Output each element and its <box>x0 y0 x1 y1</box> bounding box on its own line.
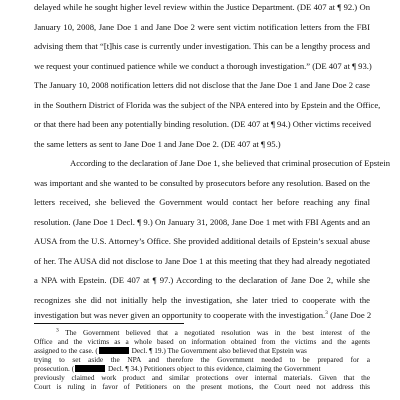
footnote-text: assigned to the case. ( <box>34 346 98 355</box>
body-line: letters received, she believed the Government would contact her before reaching any final <box>34 197 370 207</box>
body-line: resolution. (Jane Doe 1 Decl. ¶ 9.) On January 31, 2008, Jane Doe 1 met with FBI Agents and an <box>34 216 370 227</box>
body-line: the same letters as sent to Jane Doe 1 and Jane Doe 2. (DE 407 at ¶ 95.) <box>34 138 281 149</box>
body-line: a NPA with Epstein. (DE 407 at ¶ 97.) According to the declaration of Jane Doe 2, while she <box>34 275 370 285</box>
body-line: or that there had been any potentially binding resolution. (DE 407 at ¶ 94.) Other victims received <box>34 119 372 129</box>
body-line: in the Southern District of Florida was the subject of the NPA entered into by Epstein and the Office, <box>34 99 381 110</box>
body-line: advising them that “[t]his case is currently under investigation. This can be a lengthy process and <box>34 41 370 51</box>
body-line-text: (Jane Doe 2 <box>327 310 372 320</box>
body-line: delayed while he sought higher level review within the Justice Department. (DE 407 at ¶ 92.) On <box>34 2 370 12</box>
redaction-box <box>75 365 105 372</box>
footnote-text: Decl. ¶ 19.) The Government also believed that Epstein was <box>129 346 307 355</box>
footnote-text: Decl. ¶ 34.) Petitioners object to this evidence, claiming the Government <box>106 364 321 373</box>
body-line: recognizes she did not initially help the investigation, she later tried to cooperate with the <box>34 294 370 305</box>
body-line: According to the declaration of Jane Doe 1, she believed that criminal prosecution of Epstein <box>70 158 391 168</box>
body-line: of her. The AUSA did not disclose to Jane Doe 1 at this meeting that they had already negotiated <box>34 255 370 266</box>
footnote-separator <box>34 323 184 324</box>
body-line: we request your continued patience while we conduct a thorough investigation.” (DE 407 at ¶ 93.) <box>34 60 372 71</box>
footnote-reference[interactable]: 3 <box>325 310 328 317</box>
body-line: was important and she wanted to be consulted by prosecutors before any resolution. Based on the <box>34 177 370 188</box>
footnote-line: Office and the victims as a whole based on information obtained from the victims and the agents <box>34 337 370 346</box>
body-line-text: investigation but was never given an opportunity to cooperate with the investigation. <box>34 310 326 320</box>
footnote-text: The Government believed that a negotiated resolution was in the best interest of the <box>65 328 370 337</box>
footnote-marker: 3 <box>56 327 59 334</box>
body-line <box>34 310 370 320</box>
body-line: AUSA from the U.S. Attorney’s Office. She provided additional details of Epstein’s sexual abuse <box>34 236 370 246</box>
footnote-line: trying to set aside the NPA and therefore the Government needed to be prepared for a <box>34 355 370 364</box>
redaction-box <box>99 347 129 354</box>
body-line: January 10, 2008, Jane Doe 1 and Jane Doe 2 were sent victim notification letters from the FBI <box>34 21 370 32</box>
footnote-line: Court is ruling in favor of Petitioners on the present motions, the Court need not address this <box>34 382 370 391</box>
footnote-text: prosecution. ( <box>34 364 75 373</box>
body-line: The January 10, 2008 notification letters did not disclose that the Jane Doe 1 and Jane Doe 2 case <box>34 80 370 90</box>
footnote-line: previously claimed work product and similar protections over internal materials. Given that the <box>34 373 370 382</box>
